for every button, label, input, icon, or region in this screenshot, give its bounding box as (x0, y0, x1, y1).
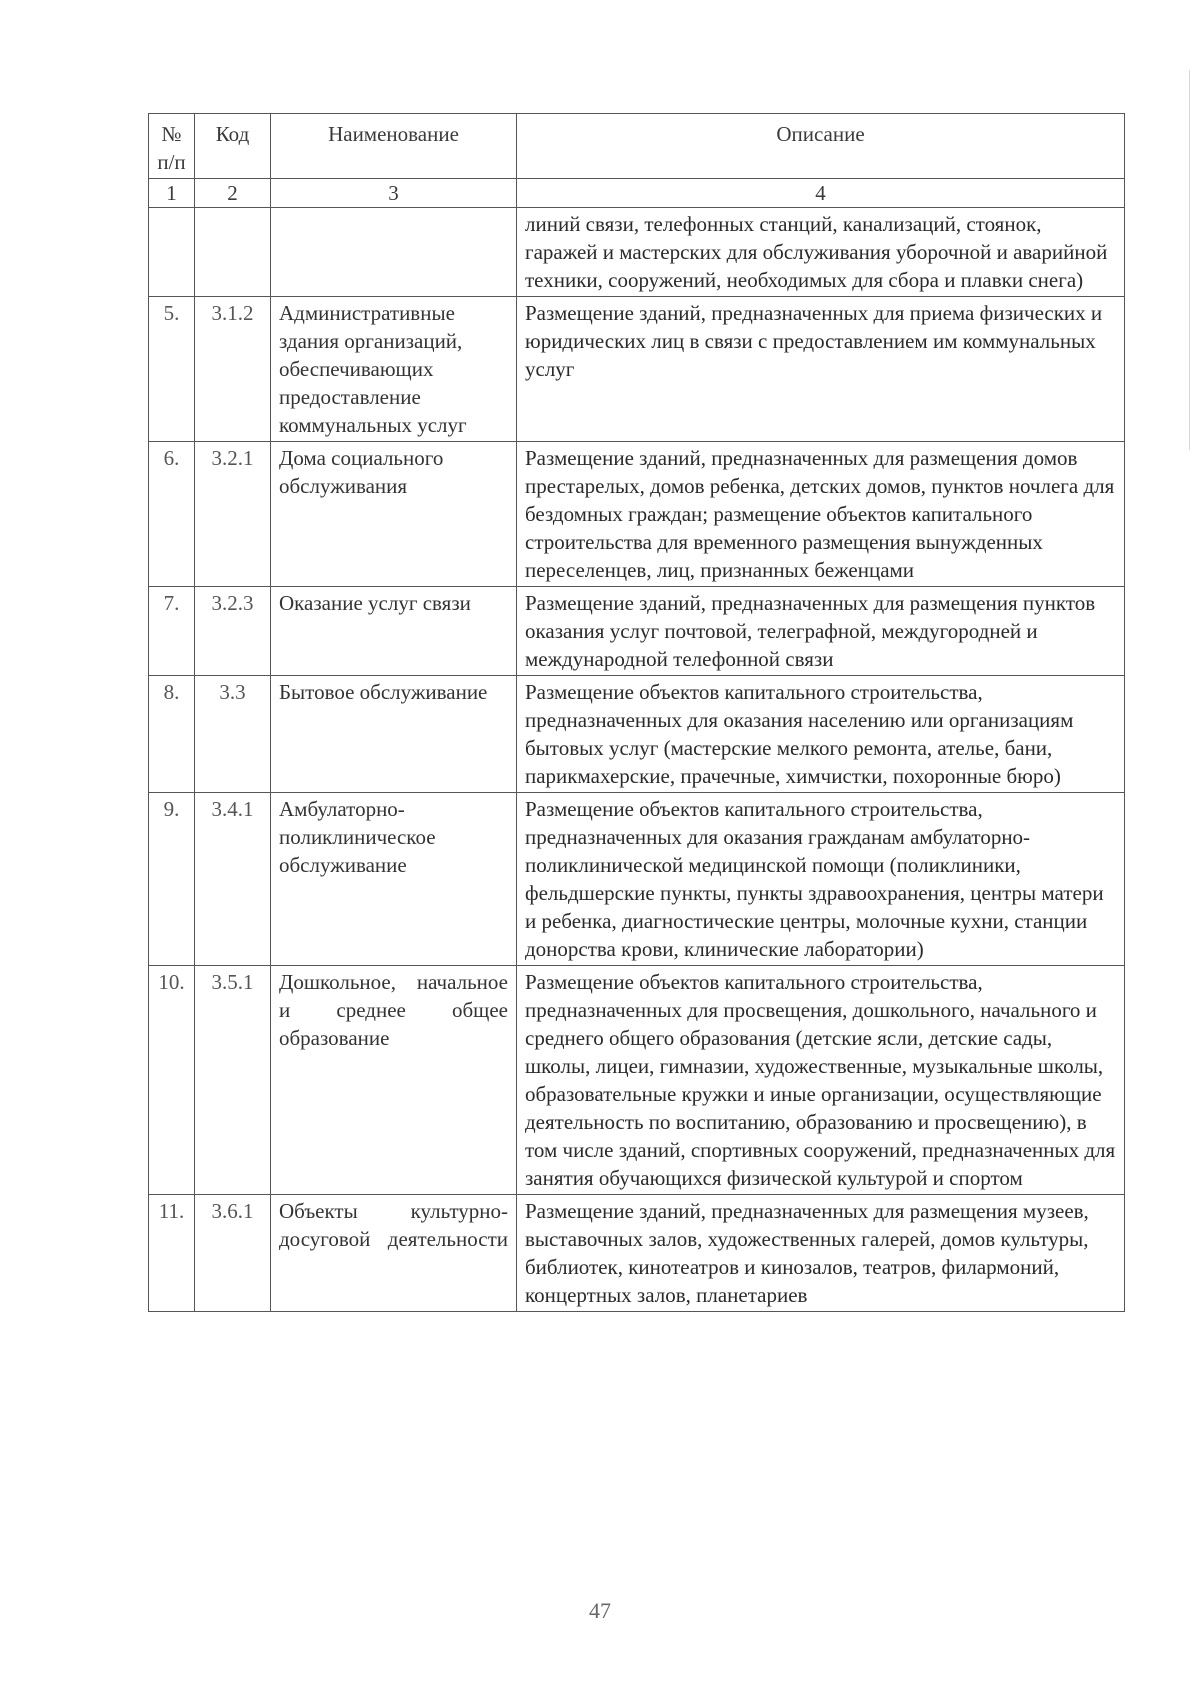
row-name: Оказание услуг связи (271, 587, 517, 676)
table-row-continuation (149, 208, 1125, 297)
table-row (149, 676, 1125, 793)
table-row (149, 587, 1125, 676)
row-description: Размещение объектов капитального строительства, предназначенных для оказания гражданам амбулаторно-поликлинической медицинской помощи (поликлиники, фельдшерские пункты, пункты здравоохранения, центры матери и ребенка, диагностические центры, молочные кухни, станции донорства крови, клинические лаборатории) (517, 793, 1125, 966)
table-header-row (149, 114, 1125, 179)
row-name: Амбулаторно-поликлиническое обслуживание (271, 793, 517, 966)
column-number: 4 (517, 179, 1125, 208)
row-code: 3.4.1 (195, 793, 271, 966)
row-code: 3.5.1 (195, 966, 271, 1195)
row-description: Размещение объектов капитального строительства, предназначенных для оказания населению или организациям бытовых услуг (мастерские мелкого ремонта, ателье, бани, парикмахерские, прачечные, химчистки, похоронные бюро) (517, 676, 1125, 793)
row-description: Размещение зданий, предназначенных для приема физических и юридических лиц в связи с предоставлением им коммунальных услуг (517, 297, 1125, 442)
table-row (149, 297, 1125, 442)
column-number: 3 (271, 179, 517, 208)
row-code: 3.6.1 (195, 1195, 271, 1312)
row-description: Размещение зданий, предназначенных для размещения домов престарелых, домов ребенка, детских домов, пунктов ночлега для бездомных граждан; размещение объектов капитального строительства для временного размещения вынужденных переселенцев, лиц, признанных беженцами (517, 442, 1125, 587)
row-name: Дома социального обслуживания (271, 442, 517, 587)
header-description: Описание (517, 114, 1125, 179)
header-code: Код (195, 114, 271, 179)
table-row (149, 442, 1125, 587)
row-num-cell (149, 208, 195, 297)
table-row (149, 793, 1125, 966)
scan-edge-mark (1189, 70, 1190, 450)
row-description: Размещение зданий, предназначенных для размещения музеев, выставочных залов, художественных галерей, домов культуры, библиотек, кинотеатров и кинозалов, театров, филармоний, концертных залов, планетариев (517, 1195, 1125, 1312)
row-name: Бытовое обслуживание (271, 676, 517, 793)
column-number-row (149, 179, 1125, 208)
row-num: 8. (149, 676, 195, 793)
row-code: 3.1.2 (195, 297, 271, 442)
row-name: Дошкольное, начальное и среднее общее образование (271, 966, 517, 1195)
column-number: 1 (149, 179, 195, 208)
row-description: Размещение объектов капитального строительства, предназначенных для просвещения, дошкольного, начального и среднего общего образования (детские ясли, детские сады, школы, лицеи, гимназии, художественные, музыкальные школы, образовательные кружки и иные организации, осуществляющие деятельность по воспитанию, образованию и просвещению), в том числе зданий, спортивных сооружений, предназначенных для занятия обучающихся физической культурой и спортом (517, 966, 1125, 1195)
row-num: 11. (149, 1195, 195, 1312)
header-num: № п/п (149, 114, 195, 179)
land-use-table (148, 113, 1125, 1312)
page-number: 47 (589, 1598, 611, 1623)
row-code: 3.3 (195, 676, 271, 793)
row-num: 5. (149, 297, 195, 442)
row-description: линий связи, телефонных станций, канализаций, стоянок, гаражей и мастерских для обслуживания уборочной и аварийной техники, сооружений, необходимых для сбора и плавки снега) (517, 208, 1125, 297)
row-description: Размещение зданий, предназначенных для размещения пунктов оказания услуг почтовой, телеграфной, междугородней и международной телефонной связи (517, 587, 1125, 676)
column-number: 2 (195, 179, 271, 208)
row-code: 3.2.3 (195, 587, 271, 676)
row-num: 6. (149, 442, 195, 587)
row-name: Объекты культурно-досуговой деятельности (271, 1195, 517, 1312)
row-name: Административные здания организаций, обеспечивающих предоставление коммунальных услуг (271, 297, 517, 442)
row-code-cell (195, 208, 271, 297)
header-name: Наименование (271, 114, 517, 179)
row-num: 9. (149, 793, 195, 966)
row-code: 3.2.1 (195, 442, 271, 587)
row-name-cell (271, 208, 517, 297)
row-num: 7. (149, 587, 195, 676)
row-num: 10. (149, 966, 195, 1195)
table-row (149, 966, 1125, 1195)
table-row (149, 1195, 1125, 1312)
